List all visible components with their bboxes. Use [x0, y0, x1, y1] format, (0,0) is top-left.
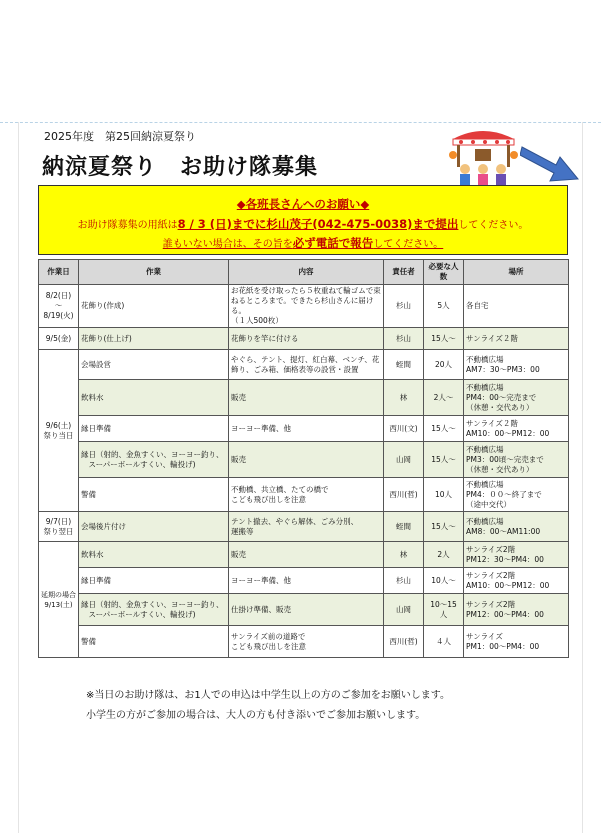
task-cell: 飲料水: [79, 380, 229, 416]
table-header-row: [39, 260, 569, 285]
count-cell: 2人: [424, 542, 464, 568]
notice-emphasis: 必ず電話で報告: [292, 236, 374, 250]
leader-cell: 杉山: [384, 328, 424, 350]
place-cell: 不動橋広場 AM7：30～PM3：00: [464, 350, 569, 380]
table-row: [39, 416, 569, 442]
count-cell: 2人～: [424, 380, 464, 416]
table-row: [39, 568, 569, 594]
content-cell: 仕掛け準備、販売: [229, 594, 384, 626]
notice-deadline-line: [39, 216, 567, 232]
count-cell: 15人～: [424, 442, 464, 478]
date-cell: 延期の場合 9/13(土): [39, 542, 79, 658]
column-header: 作業: [79, 260, 229, 285]
place-cell: 各自宅: [464, 285, 569, 328]
notice-text: お助け隊募集の用紙は: [77, 220, 178, 231]
task-cell: 縁日（射的、金魚すくい、ヨーヨー釣り、 スーパーボールすくい、輪投げ): [79, 442, 229, 478]
table-row: [39, 512, 569, 542]
task-cell: 花飾り(作成): [79, 285, 229, 328]
count-cell: 10～15 人: [424, 594, 464, 626]
count-cell: 10人～: [424, 568, 464, 594]
leader-cell: 林: [384, 380, 424, 416]
date-cell: 8/2(日) ～8/19(火): [39, 285, 79, 328]
task-cell: 縁日準備: [79, 568, 229, 594]
place-cell: 不動橋広場 PM4：00～完売まで （休憩・交代あり）: [464, 380, 569, 416]
table-row: [39, 594, 569, 626]
notice-report-line: [39, 235, 567, 251]
content-cell: 販売: [229, 542, 384, 568]
content-cell: 花飾りを竿に付ける: [229, 328, 384, 350]
content-cell: やぐら、テント、提灯、紅白幕、ベンチ、花 飾り、ごみ箱、価格表等の設営・設置: [229, 350, 384, 380]
count-cell: 15人～: [424, 328, 464, 350]
content-cell: テント撤去、やぐら解体、ごみ分別、 運搬等: [229, 512, 384, 542]
task-cell: 警備: [79, 478, 229, 512]
content-cell: ヨーヨー準備、他: [229, 568, 384, 594]
date-cell: 9/5(金): [39, 328, 79, 350]
grid-line: [582, 122, 583, 833]
date-cell: 9/7(日) 祭り翌日: [39, 512, 79, 542]
date-cell: 9/6(土) 祭り当日: [39, 350, 79, 512]
column-header: 責任者: [384, 260, 424, 285]
leader-cell: 山岡: [384, 594, 424, 626]
leader-notice-box: [38, 185, 568, 255]
count-cell: 10人: [424, 478, 464, 512]
leader-cell: 杉山: [384, 568, 424, 594]
count-cell: 5人: [424, 285, 464, 328]
leader-cell: 杉山: [384, 285, 424, 328]
volunteer-schedule-table: [38, 259, 569, 658]
task-cell: 縁日（射的、金魚すくい、ヨーヨー釣り、 スーパーボールすくい、輪投げ): [79, 594, 229, 626]
table-row: [39, 380, 569, 416]
task-cell: 会場設営: [79, 350, 229, 380]
table-row: [39, 542, 569, 568]
column-header: 場所: [464, 260, 569, 285]
page-title: 納涼夏祭り お助け隊募集: [42, 155, 319, 180]
task-cell: 花飾り(仕上げ): [79, 328, 229, 350]
leader-cell: 蛭間: [384, 350, 424, 380]
place-cell: 不動橋広場 AM8：00～AM11:00: [464, 512, 569, 542]
content-cell: 販売: [229, 380, 384, 416]
footer-note: 小学生の方がご参加の場合は、大人の方も付き添いでご参加お願いします。: [86, 710, 426, 721]
count-cell: 15人～: [424, 512, 464, 542]
table-row: [39, 442, 569, 478]
column-header: 作業日: [39, 260, 79, 285]
table-row: [39, 328, 569, 350]
count-cell: 20人: [424, 350, 464, 380]
place-cell: サンライズ２階 AM10：00～PM12：00: [464, 416, 569, 442]
count-cell: ４人: [424, 626, 464, 658]
place-cell: 不動橋広場 PM3：00頃～完売まで （休憩・交代あり）: [464, 442, 569, 478]
table-row: [39, 478, 569, 512]
footer-note: ※当日のお助け隊は、お1人での申込は中学生以上の方のご参加をお願いします。: [86, 690, 450, 701]
notice-text: 誰もいない場合は、その旨を: [162, 239, 293, 250]
leader-cell: 西川(哲): [384, 626, 424, 658]
content-cell: 不動橋、共立橋、たての橋で こども飛び出しを注意: [229, 478, 384, 512]
blue-arrow-icon: [520, 135, 580, 187]
task-cell: 会場後片付け: [79, 512, 229, 542]
leader-cell: 蛭間: [384, 512, 424, 542]
grid-line: [18, 122, 19, 833]
count-cell: 15人～: [424, 416, 464, 442]
table-row: [39, 350, 569, 380]
page-top-margin: [0, 0, 601, 123]
notice-heading: ◆各班長さんへのお願い◆: [236, 197, 370, 211]
leader-cell: 山岡: [384, 442, 424, 478]
event-year-line: 2025年度 第25回納涼夏祭り: [44, 130, 196, 143]
leader-cell: 西川(文): [384, 416, 424, 442]
notice-text: してください。: [458, 220, 529, 231]
task-cell: 飲料水: [79, 542, 229, 568]
place-cell: サンライズ2階 AM10：00～PM12：00: [464, 568, 569, 594]
task-cell: 縁日準備: [79, 416, 229, 442]
notice-text: してください。: [373, 239, 444, 250]
leader-cell: 林: [384, 542, 424, 568]
festival-stall-illustration: [447, 125, 520, 189]
place-cell: サンライズ２階: [464, 328, 569, 350]
task-cell: 警備: [79, 626, 229, 658]
content-cell: サンライズ前の道路で こども飛び出しを注意: [229, 626, 384, 658]
place-cell: サンライズ2階 PM12：00～PM4：00: [464, 594, 569, 626]
place-cell: サンライズ PM1：00～PM4：00: [464, 626, 569, 658]
content-cell: ヨーヨー準備、他: [229, 416, 384, 442]
leader-cell: 西川(哲): [384, 478, 424, 512]
table-row: [39, 285, 569, 328]
notice-deadline: 8 / 3 (日)までに杉山茂子(042-475-0038)まで提出: [177, 217, 459, 231]
table-row: [39, 626, 569, 658]
content-cell: お花紙を受け取ったら５枚重ねて輪ゴムで束 ねるところまで。できたら杉山さんに届ける。 （１人500枚）: [229, 285, 384, 328]
column-header: 内容: [229, 260, 384, 285]
content-cell: 販売: [229, 442, 384, 478]
column-header: 必要な人数: [424, 260, 464, 285]
place-cell: 不動橋広場 PM4：００～終了まで （途中交代）: [464, 478, 569, 512]
place-cell: サンライズ2階 PM12：30～PM4：00: [464, 542, 569, 568]
